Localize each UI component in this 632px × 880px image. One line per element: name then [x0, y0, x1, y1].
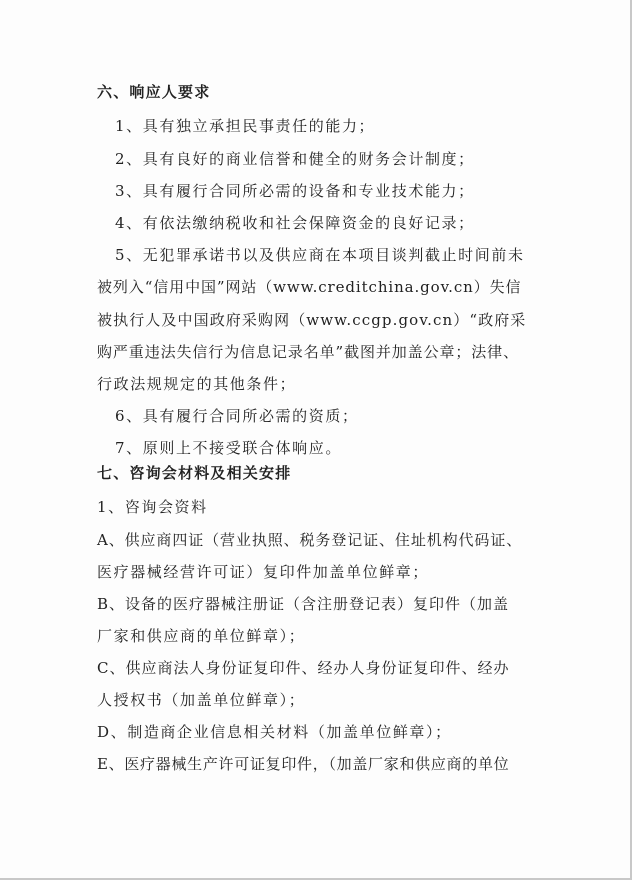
requirement-7: 7、原则上不接受联合体响应。	[115, 439, 342, 457]
requirement-5-line-3: 被执行人及中国政府采购网（www.ccgp.gov.cn）“政府采	[97, 311, 527, 329]
requirement-1: 1、具有独立承担民事责任的能力；	[115, 117, 376, 135]
requirement-3: 3、具有履行合同所必需的设备和专业技术能力；	[115, 182, 475, 200]
requirement-2: 2、具有良好的商业信誉和健全的财务会计制度；	[115, 150, 475, 168]
consultation-materials-heading: 1、咨询会资料	[97, 498, 208, 516]
material-a-line-2: 医疗器械经营许可证）复印件加盖单位鲜章；	[97, 563, 430, 581]
requirement-5-line-1: 5、无犯罪承诺书以及供应商在本项目谈判截止时间前未	[115, 246, 525, 264]
requirement-5-line-2: 被列入“信用中国”网站（www.creditchina.gov.cn）失信	[97, 278, 522, 296]
requirement-6: 6、具有履行合同所必需的资质；	[115, 407, 359, 425]
material-b-line-1: B、设备的医疗器械注册证（含注册登记表）复印件（加盖	[97, 595, 510, 613]
material-a-line-1: A、供应商四证（营业执照、税务登记证、住址机构代码证、	[97, 531, 523, 549]
material-e-line-1: E、医疗器械生产许可证复印件，（加盖厂家和供应商的单位	[97, 755, 510, 773]
requirement-5-line-4: 购严重违法失信行为信息记录名单”截图并加盖公章；法律、	[97, 343, 519, 361]
material-c-line-1: C、供应商法人身份证复印件、经办人身份证复印件、经办	[97, 659, 510, 677]
requirement-4: 4、有依法缴纳税收和社会保障资金的良好记录；	[115, 214, 475, 232]
requirement-5-line-5: 行政法规规定的其他条件；	[97, 375, 297, 393]
material-c-line-2: 人授权书（加盖单位鲜章）；	[97, 691, 306, 709]
material-d: D、制造商企业信息相关材料（加盖单位鲜章）；	[97, 723, 452, 741]
section-7-title: 七、咨询会材料及相关安排	[97, 464, 292, 482]
material-b-line-2: 厂家和供应商的单位鲜章）；	[97, 627, 306, 645]
section-6-title: 六、响应人要求	[97, 83, 211, 101]
